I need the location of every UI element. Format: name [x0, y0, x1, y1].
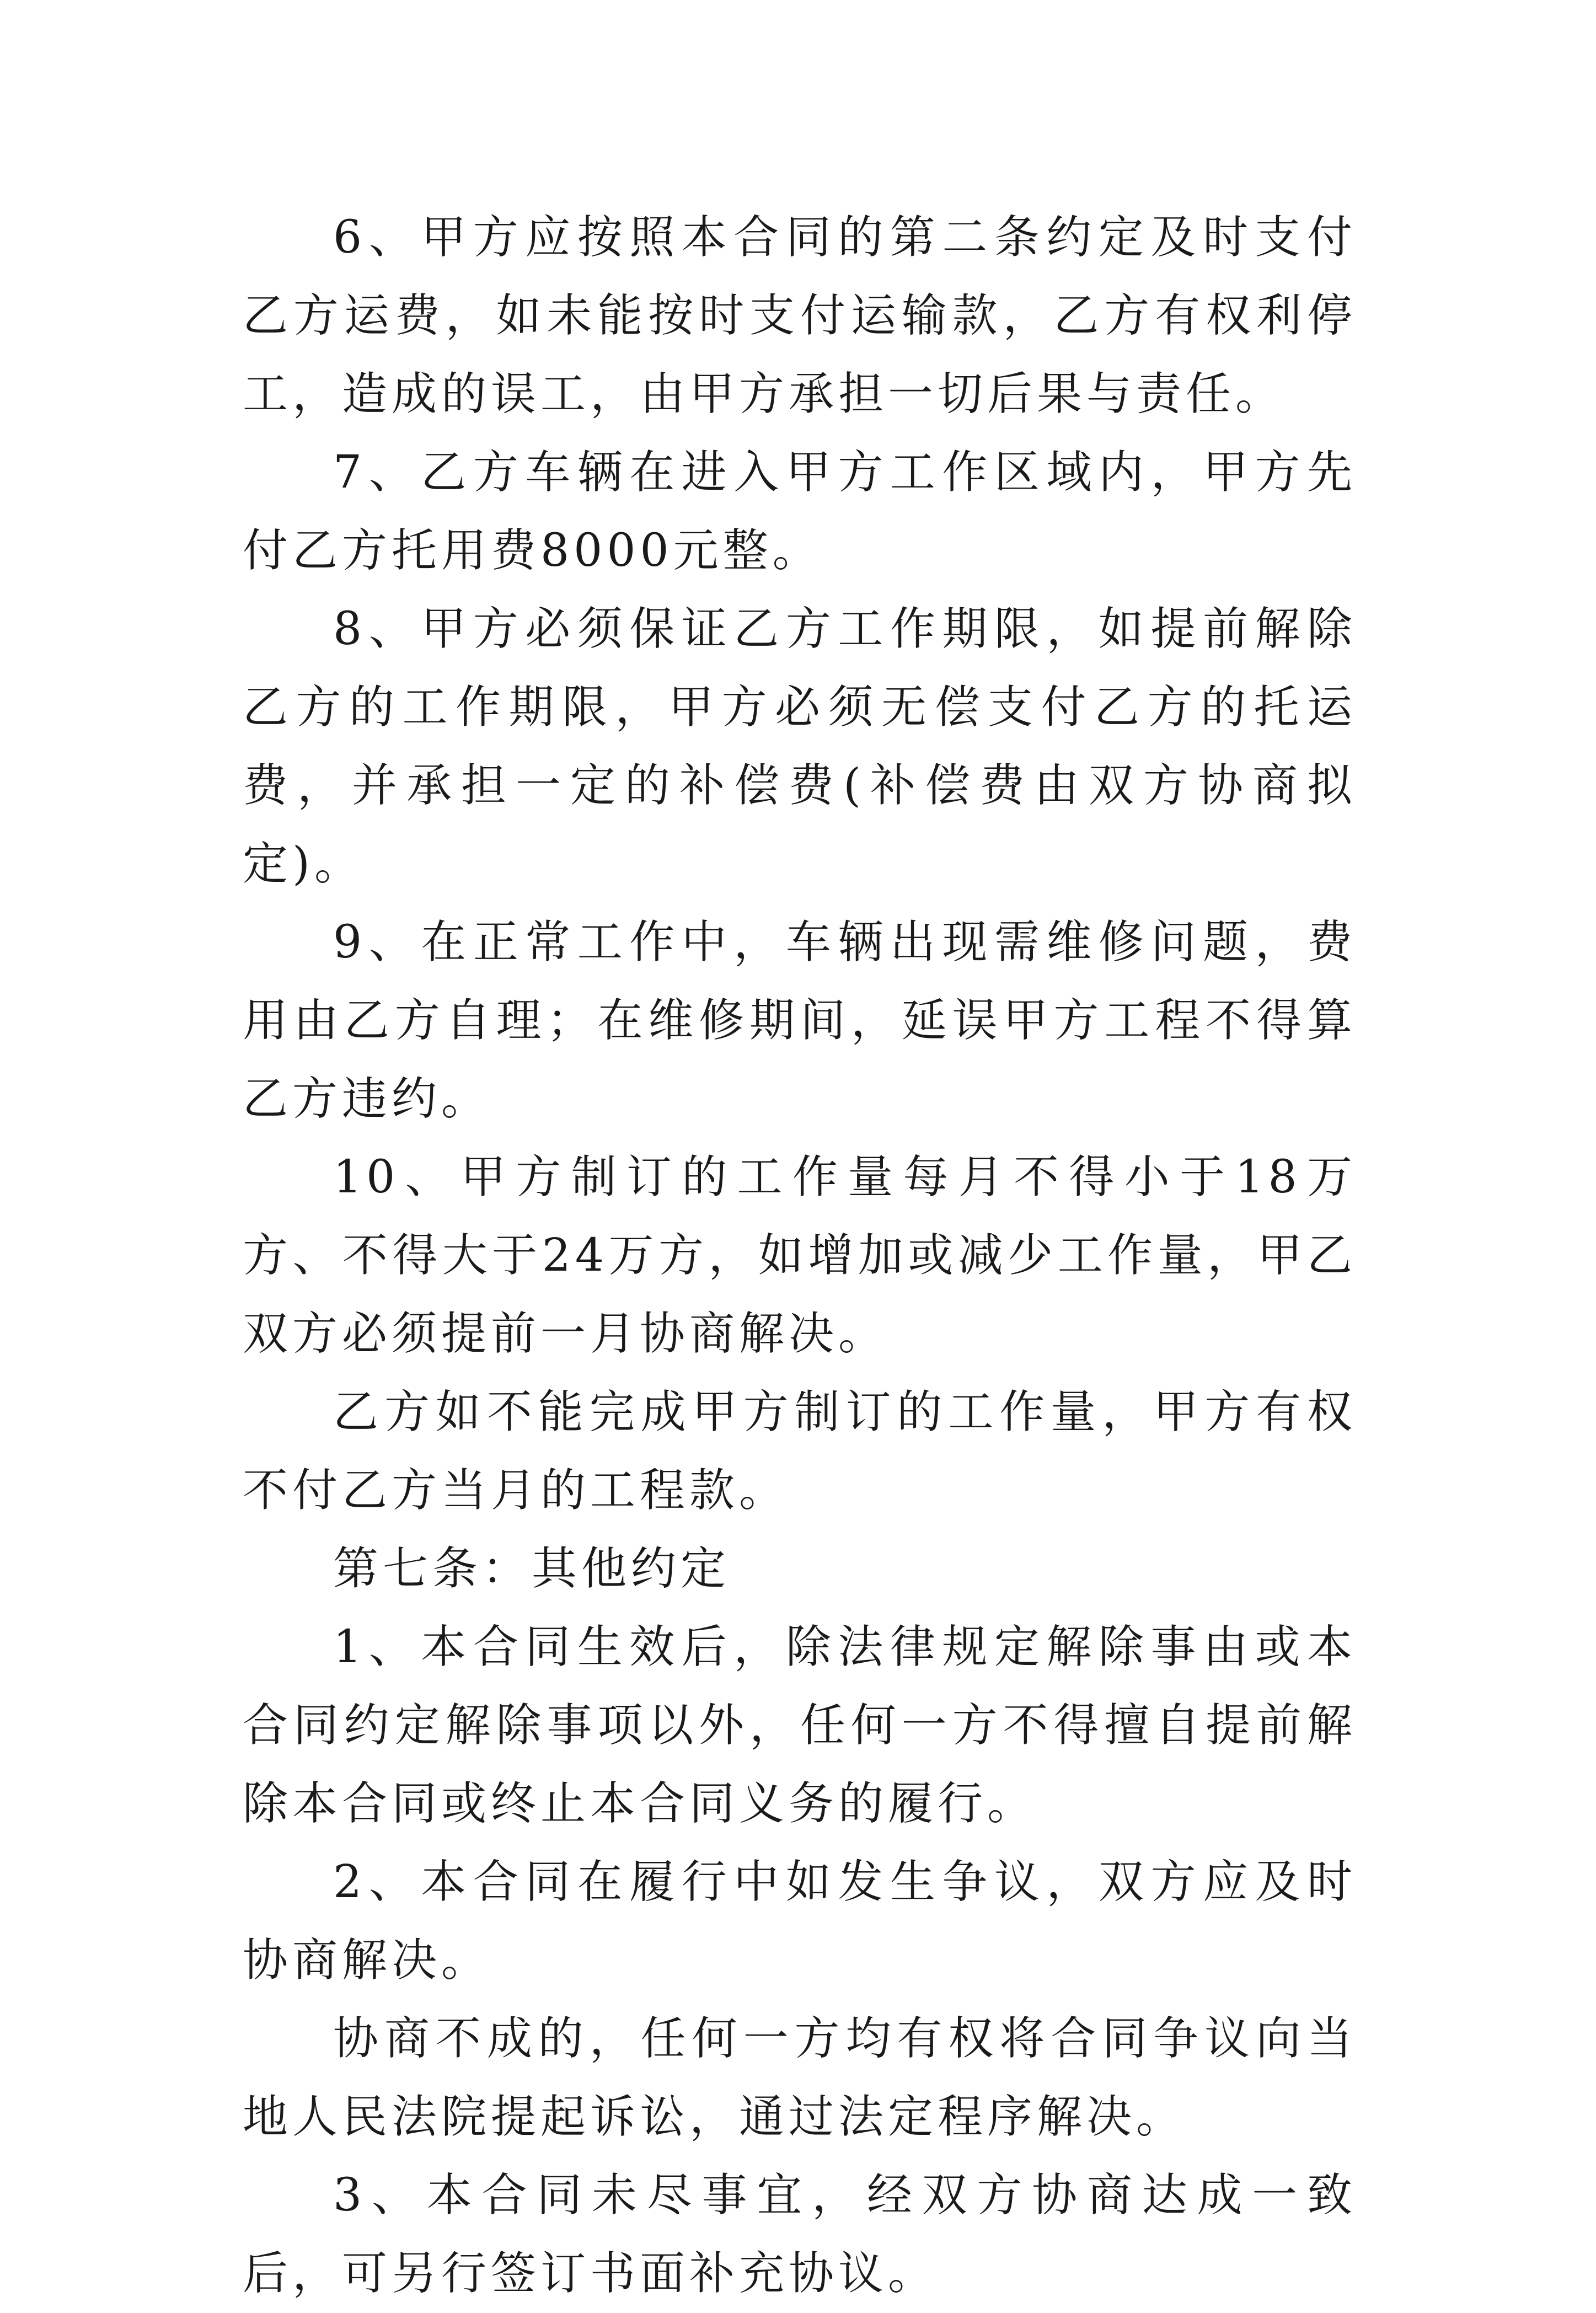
- clause-10: 10、甲方制订的工作量每月不得小于18万方、不得大于24万方，如增加或减少工作量，甲乙双方必须提前一月协商解决。: [243, 1151, 1357, 1360]
- article-7-item-2: 2、本合同在履行中如发生争议，双方应及时协商解决。: [243, 1856, 1357, 1987]
- article-7-item-1: 1、本合同生效后，除法律规定解除事由或本合同约定解除事项以外，任何一方不得擅自提前解除本合同或终止本合同义务的履行。: [243, 1621, 1357, 1830]
- document-body: [243, 199, 1357, 2313]
- clause-9: 9、在正常工作中，车辆出现需维修问题，费用由乙方自理；在维修期间，延误甲方工程不得算乙方违约。: [243, 916, 1357, 1125]
- clause-7: 7、乙方车辆在进入甲方工作区域内，甲方先付乙方托用费8000元整。: [243, 446, 1357, 577]
- clause-10-note: 乙方如不能完成甲方制订的工作量，甲方有权不付乙方当月的工程款。: [243, 1386, 1357, 1517]
- article-7-item-2-continued: 协商不成的，任何一方均有权将合同争议向当地人民法院提起诉讼，通过法定程序解决。: [243, 2012, 1357, 2143]
- clause-8: 8、甲方必须保证乙方工作期限，如提前解除乙方的工作期限，甲方必须无偿支付乙方的托运费，并承担一定的补偿费(补偿费由双方协商拟定)。: [243, 603, 1357, 890]
- article-7-item-3: 3、本合同未尽事宜，经双方协商达成一致后，可另行签订书面补充协议。: [243, 2169, 1357, 2300]
- section-heading-article-7: 第七条：其他约定: [333, 1543, 731, 1595]
- clause-6: 6、甲方应按照本合同的第二条约定及时支付乙方运费，如未能按时支付运输款，乙方有权利停工，造成的误工，由甲方承担一切后果与责任。: [243, 211, 1357, 420]
